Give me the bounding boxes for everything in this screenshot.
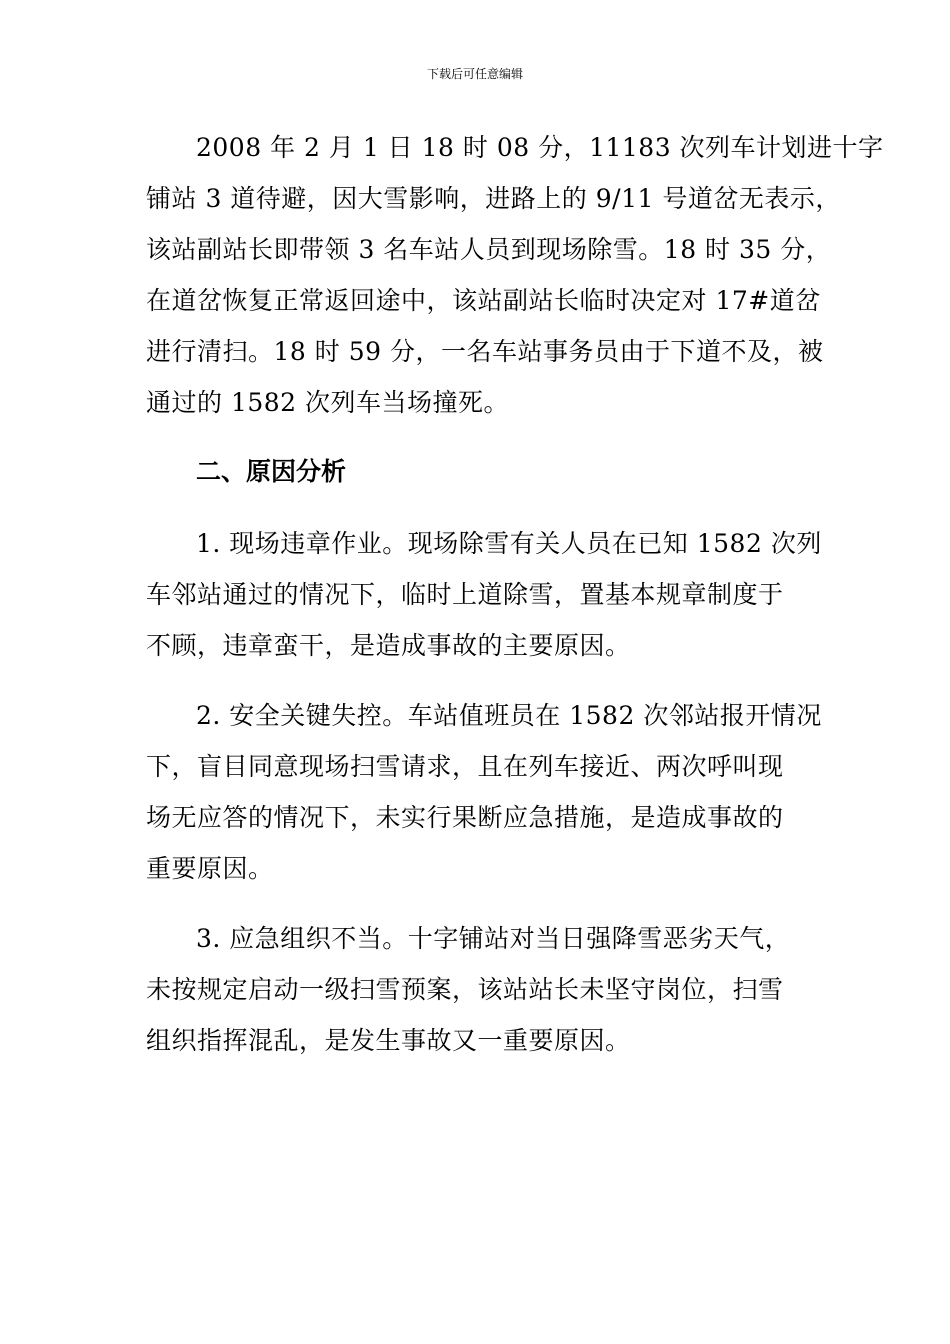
paragraph-line: 铺站 3 道待避，因大雪影响，进路上的 9/11 号道岔无表示， bbox=[146, 184, 841, 213]
paragraph-line: 在道岔恢复正常返回途中，该站副站长临时决定对 17#道岔 bbox=[146, 286, 821, 315]
paragraph-line: 2. 安全关键失控。车站值班员在 1582 次邻站报开情况 bbox=[196, 701, 822, 730]
paragraph-line: 3. 应急组织不当。十字铺站对当日强降雪恶劣天气， bbox=[196, 924, 791, 953]
paragraph-line: 1. 现场违章作业。现场除雪有关人员在已知 1582 次列 bbox=[196, 529, 822, 558]
paragraph-line: 2008 年 2 月 1 日 18 时 08 分，11183 次列车计划进十字 bbox=[196, 133, 884, 162]
paragraph-line: 车邻站通过的情况下，临时上道除雪，置基本规章制度于 bbox=[146, 580, 784, 609]
paragraph-line: 未按规定启动一级扫雪预案，该站站长未坚守岗位，扫雪 bbox=[146, 975, 784, 1004]
paragraph-line: 通过的 1582 次列车当场撞死。 bbox=[146, 388, 510, 417]
paragraph-line: 该站副站长即带领 3 名车站人员到现场除雪。18 时 35 分， bbox=[146, 235, 832, 264]
paragraph-line: 组织指挥混乱，是发生事故又一重要原因。 bbox=[146, 1026, 631, 1055]
paragraph-line: 不顾，违章蛮干，是造成事故的主要原因。 bbox=[146, 631, 631, 660]
paragraph-line: 场无应答的情况下，未实行果断应急措施，是造成事故的 bbox=[146, 803, 784, 832]
page-header-note: 下载后可任意编辑 bbox=[426, 67, 523, 81]
paragraph-line: 下，盲目同意现场扫雪请求，且在列车接近、两次呼叫现 bbox=[146, 752, 784, 781]
paragraph-line: 重要原因。 bbox=[146, 854, 274, 883]
paragraph-line: 进行清扫。18 时 59 分，一名车站事务员由于下道不及，被 bbox=[146, 337, 824, 366]
section-heading: 二、原因分析 bbox=[196, 457, 347, 486]
